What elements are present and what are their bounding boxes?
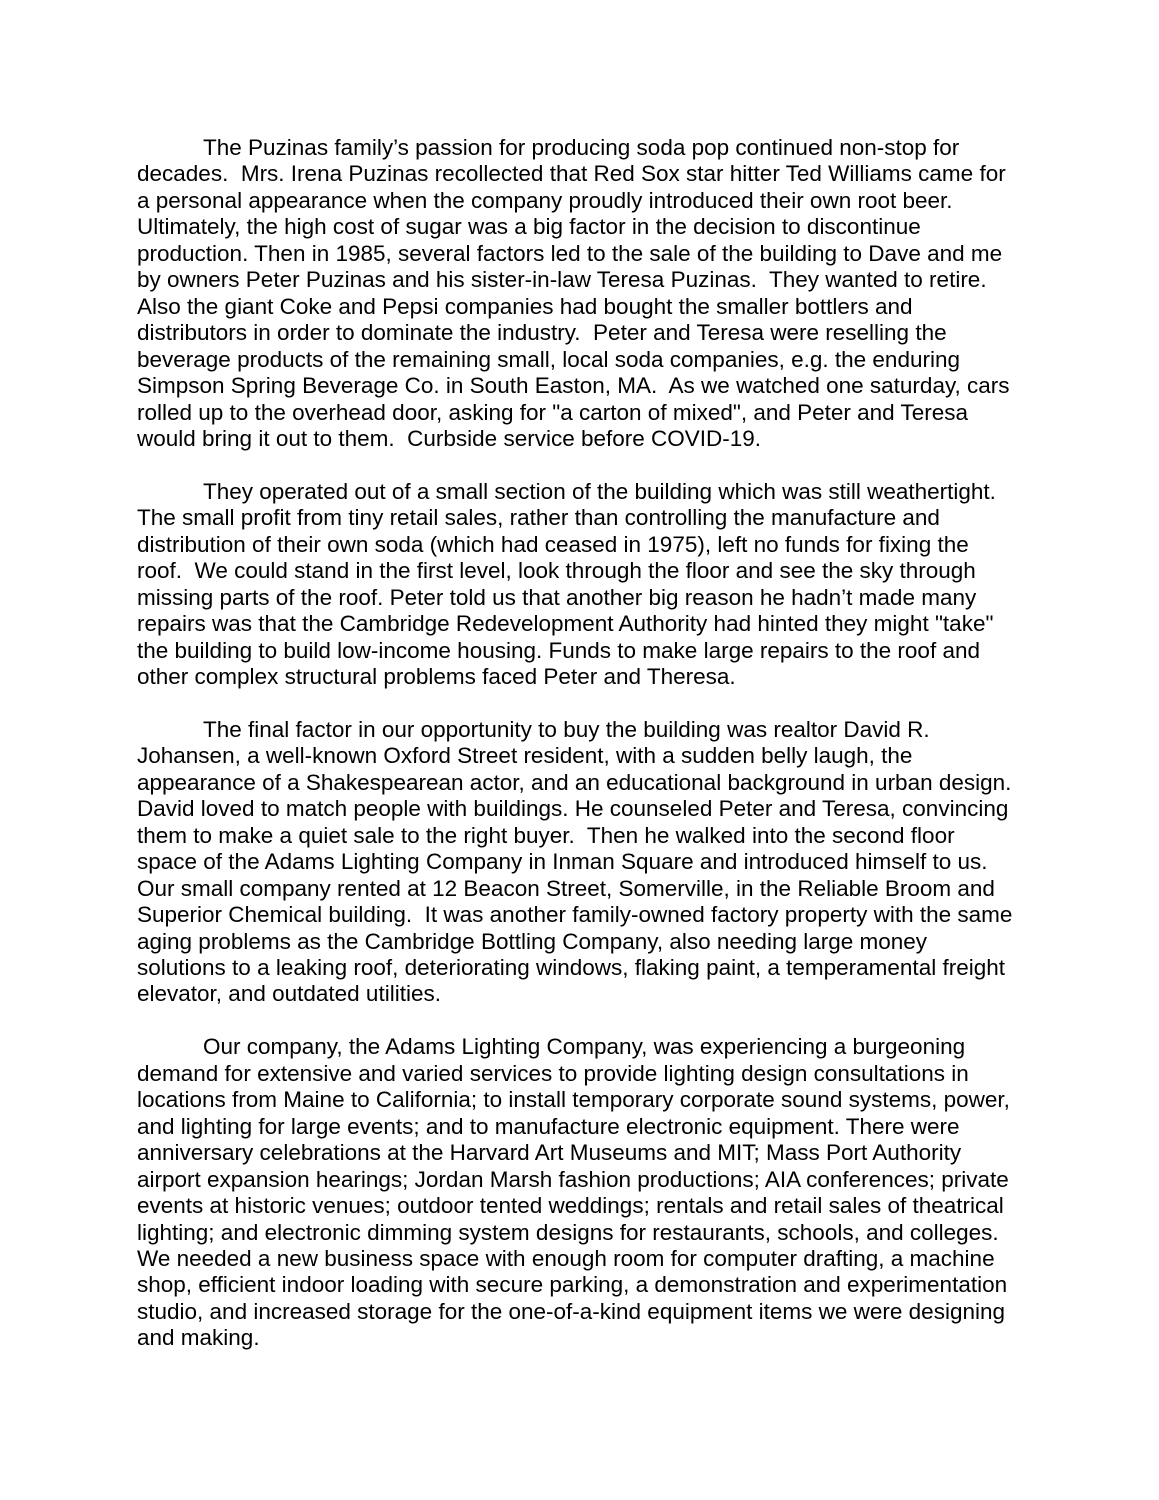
text-line: We needed a new business space with enough room for computer drafting, a machine (137, 1245, 995, 1271)
text-line: anniversary celebrations at the Harvard Art Museums and MIT; Mass Port Authority (137, 1140, 962, 1166)
text-line: elevator, and outdated utilities. (137, 981, 441, 1007)
text-line: rolled up to the overhead door, asking for "a carton of mixed", and Peter and Teresa (137, 399, 969, 425)
text-line: space of the Adams Lighting Company in Inman Square and introduced himself to us. (137, 849, 988, 875)
text-line: events at historic venues; outdoor tented weddings; rentals and retail sales of theatrical (137, 1193, 1004, 1219)
text-line: distributors in order to dominate the industry. Peter and Teresa were reselling the (137, 320, 947, 346)
text-line: Our small company rented at 12 Beacon Street, Somerville, in the Reliable Broom and (137, 875, 995, 901)
text-line: studio, and increased storage for the one-of-a-kind equipment items we were designing (137, 1298, 1005, 1324)
text-line: and making. (137, 1325, 260, 1351)
text-line: Simpson Spring Beverage Co. in South Easton, MA. As we watched one saturday, cars (137, 373, 1010, 399)
text-line: demand for extensive and varied services to provide lighting design consultations in (137, 1060, 969, 1086)
text-line: airport expansion hearings; Jordan Marsh fashion productions; AIA conferences; private (137, 1166, 1009, 1192)
paragraph (137, 479, 1047, 691)
paragraph (137, 1034, 1047, 1351)
text-line: the building to build low-income housing. Funds to make large repairs to the roof and (137, 637, 980, 663)
text-line: production. Then in 1985, several factors led to the sale of the building to Dave and me (137, 240, 1003, 266)
text-line: They operated out of a small section of the building which was still weathertight. (203, 478, 996, 504)
paragraph (137, 717, 1047, 1008)
text-line: Also the giant Coke and Pepsi companies had bought the smaller bottlers and (137, 293, 913, 319)
text-line: solutions to a leaking roof, deteriorating windows, flaking paint, a temperamental freight (137, 955, 1005, 981)
text-line: The small profit from tiny retail sales, rather than controlling the manufacture and (137, 505, 940, 531)
text-line: locations from Maine to California; to install temporary corporate sound systems, power, (137, 1087, 1010, 1113)
text-line: Johansen, a well-known Oxford Street resident, with a sudden belly laugh, the (137, 743, 913, 769)
text-line: The Puzinas family’s passion for producing soda pop continued non-stop for (203, 135, 960, 160)
text-line: decades. Mrs. Irena Puzinas recollected that Red Sox star hitter Ted Williams came for (137, 161, 1006, 187)
text-line: roof. We could stand in the first level, look through the floor and see the sky through (137, 558, 976, 584)
text-line: by owners Peter Puzinas and his sister-in-law Teresa Puzinas. They wanted to retire. (137, 267, 987, 293)
text-line: other complex structural problems faced Peter and Theresa. (137, 664, 736, 690)
text-line: lighting; and electronic dimming system designs for restaurants, schools, and colleges. (137, 1219, 999, 1245)
text-line: would bring it out to them. Curbside service before COVID-19. (137, 425, 762, 451)
text-line: appearance of a Shakespearean actor, and an educational background in urban design. (137, 769, 1012, 795)
paragraph (137, 135, 1047, 452)
text-line: repairs was that the Cambridge Redevelopment Authority had hinted they might "take" (137, 611, 994, 637)
text-line: and lighting for large events; and to manufacture electronic equipment. There were (137, 1113, 960, 1139)
text-line: shop, efficient indoor loading with secure parking, a demonstration and experimentation (137, 1272, 1008, 1298)
text-line: them to make a quiet sale to the right buyer. Then he walked into the second floor (137, 822, 955, 848)
text-line: missing parts of the roof. Peter told us that another big reason he hadn’t made many (137, 584, 977, 610)
text-line: David loved to match people with buildings. He counseled Peter and Teresa, convincing (137, 796, 1009, 822)
text-line: Ultimately, the high cost of sugar was a big factor in the decision to discontinue (137, 214, 921, 240)
document-text (137, 135, 1047, 1378)
text-line: a personal appearance when the company proudly introduced their own root beer. (137, 187, 953, 213)
text-line: beverage products of the remaining small, local soda companies, e.g. the enduring (137, 346, 960, 372)
text-line: aging problems as the Cambridge Bottling Company, also needing large money (137, 928, 928, 954)
text-line: Superior Chemical building. It was another family-owned factory property with the same (137, 902, 1013, 928)
text-line: The final factor in our opportunity to buy the building was realtor David R. (203, 716, 930, 742)
text-line: Our company, the Adams Lighting Company, was experiencing a burgeoning (203, 1034, 966, 1060)
text-line: distribution of their own soda (which had ceased in 1975), left no funds for fixing the (137, 531, 969, 557)
